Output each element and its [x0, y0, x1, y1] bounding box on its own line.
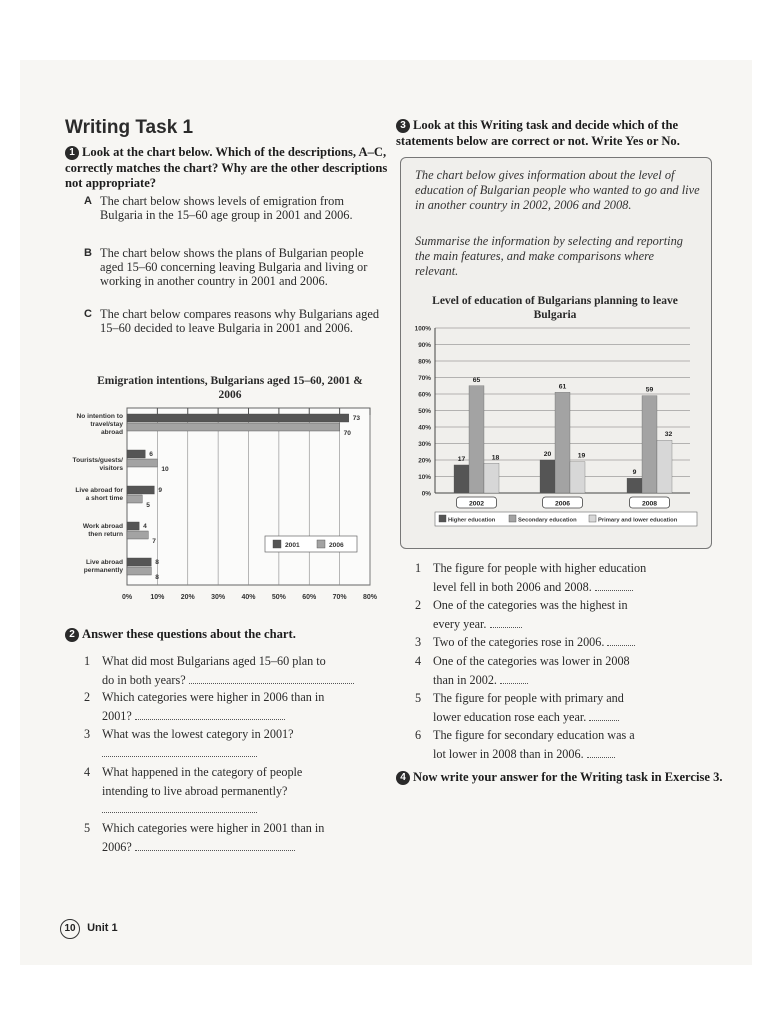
statement-item: 3 Two of the categories rose in 2006. — [415, 633, 715, 652]
bar — [127, 423, 340, 431]
legend-label: 2001 — [285, 542, 300, 549]
y-category-label: No intention to — [76, 413, 123, 420]
bar — [127, 414, 349, 422]
x-category-label: 2002 — [468, 500, 485, 508]
data-label: 19 — [577, 452, 586, 460]
footer — [60, 919, 118, 939]
y-category-label: a short time — [85, 495, 123, 502]
data-label: 9 — [632, 469, 637, 477]
bar — [540, 460, 555, 493]
answer-blank[interactable] — [500, 673, 528, 684]
question-4-heading — [396, 770, 726, 786]
option-a — [84, 194, 384, 222]
question-1-heading — [65, 145, 395, 192]
statement-item: 2 One of the categories was the highest in every year. — [415, 598, 628, 631]
option-c-letter: C — [84, 308, 92, 320]
option-b-letter: B — [84, 247, 92, 259]
education-chart-title: Level of education of Bulgarians planning to leave Bulgaria — [432, 295, 678, 321]
bar — [127, 531, 148, 539]
x-tick-label: 50% — [271, 594, 286, 601]
option-c — [84, 307, 384, 335]
data-label: 6 — [149, 451, 153, 458]
data-label: 7 — [152, 538, 156, 545]
y-category-label: abroad — [101, 429, 123, 436]
y-tick-label: 30% — [418, 441, 431, 448]
page-title: Writing Task 1 — [65, 117, 194, 138]
data-label: 65 — [472, 376, 481, 384]
statement-item: 6 The figure for secondary education was a lot lower in 2008 than in 2006. — [415, 728, 635, 761]
x-tick-label: 80% — [362, 594, 378, 601]
bar — [127, 567, 151, 575]
legend-swatch — [273, 540, 281, 548]
y-category-label: then return — [88, 531, 123, 538]
y-tick-label: 50% — [418, 408, 431, 415]
data-label: 10 — [161, 466, 169, 473]
question-3-heading — [396, 118, 726, 149]
y-tick-label: 80% — [418, 358, 431, 366]
bar — [469, 386, 484, 493]
data-label: 17 — [457, 455, 466, 463]
education-chart — [405, 320, 705, 535]
question-1-number-icon: 1 — [65, 146, 79, 160]
data-label: 70 — [343, 430, 351, 437]
question-3-number-icon: 3 — [396, 119, 410, 133]
answer-blank[interactable] — [135, 840, 295, 851]
option-b — [84, 246, 384, 288]
question-2-heading — [65, 627, 395, 643]
y-category-label: Live abroad for — [75, 487, 123, 494]
x-tick-label: 30% — [211, 594, 226, 601]
question-2-number-icon: 2 — [65, 628, 79, 642]
x-tick-label: 0% — [121, 594, 133, 601]
answer-blank[interactable] — [587, 747, 615, 758]
data-label: 8 — [155, 574, 159, 581]
legend-swatch — [589, 515, 596, 522]
question-3-text: Look at this Writing task and decide which of the statements below are correct or not. Write Yes or No. — [396, 118, 680, 148]
bar — [127, 450, 145, 458]
question-2-item: 1 What did most Bulgarians aged 15–60 plan to do in both years? — [84, 652, 384, 689]
y-category-label: travel/stay — [90, 421, 123, 428]
data-label: 73 — [352, 415, 361, 422]
answer-blank[interactable] — [607, 635, 635, 646]
y-tick-label: 70% — [418, 375, 431, 382]
y-tick-label: 0% — [421, 490, 431, 498]
data-label: 20 — [543, 451, 552, 458]
bar — [454, 465, 469, 493]
question-1-text: Look at the chart below. Which of the descriptions, A–C, correctly matches the chart? Why are the other descriptions not appropriate? — [65, 145, 388, 190]
bar — [642, 396, 657, 493]
bar — [127, 558, 151, 566]
y-tick-label: 60% — [418, 391, 431, 399]
bar — [127, 522, 139, 530]
emigration-chart-title: Emigration intentions, Bulgarians aged 15–60, 2001 & 2006 — [97, 375, 363, 401]
y-category-label: Live abroad — [85, 559, 123, 566]
legend-label: Secondary education — [518, 517, 577, 524]
option-a-letter: A — [84, 195, 92, 207]
y-tick-label: 40% — [418, 424, 431, 432]
bar — [657, 440, 672, 493]
y-tick-label: 10% — [418, 474, 431, 481]
unit-label: Unit 1 — [87, 922, 118, 934]
data-label: 59 — [645, 386, 654, 394]
x-category-label: 2008 — [641, 500, 658, 508]
option-a-text: The chart below shows levels of emigration from Bulgaria in the 15–60 age group in 2001 and 2006. — [100, 194, 353, 222]
data-label: 32 — [664, 431, 673, 439]
option-b-text: The chart below shows the plans of Bulgarian people aged 15–60 concerning leaving Bulgaria and living or working in another country in 2001 and 2006. — [100, 246, 368, 288]
answer-blank[interactable] — [102, 802, 257, 813]
y-category-label: Work abroad — [82, 523, 123, 530]
bar — [127, 495, 142, 503]
answer-blank[interactable] — [135, 709, 285, 720]
question-2-text: Answer these questions about the chart. — [82, 627, 296, 641]
data-label: 8 — [155, 559, 159, 566]
answer-blank[interactable] — [102, 746, 257, 757]
bar — [555, 392, 570, 493]
task-paragraph-1: The chart below gives information about the level of education of Bulgarian people who wanted to go and live in another country in 2002, 2006 and 2008. — [415, 168, 700, 212]
statement-item: 1 The figure for people with higher education level fell in both 2006 and 2008. — [415, 561, 647, 594]
bar — [570, 462, 585, 493]
x-tick-label: 10% — [150, 594, 165, 601]
y-tick-label: 20% — [418, 457, 431, 465]
x-tick-label: 60% — [302, 594, 317, 601]
legend-swatch — [509, 515, 516, 522]
bar — [127, 459, 157, 467]
bar — [627, 478, 642, 493]
question-4-text: Now write your answer for the Writing task in Exercise 3. — [413, 770, 723, 784]
answer-blank[interactable] — [595, 580, 633, 591]
x-tick-label: 70% — [332, 594, 347, 601]
x-tick-label: 20% — [180, 594, 195, 601]
y-category-label: visitors — [99, 465, 123, 472]
y-tick-label: 90% — [418, 342, 431, 349]
y-category-label: Tourists/guests/ — [72, 457, 123, 464]
legend-swatch — [317, 540, 325, 548]
bar — [127, 486, 154, 494]
legend-swatch — [439, 515, 446, 522]
emigration-chart — [60, 400, 390, 610]
question-2-item: 4 What happened in the category of people intending to live abroad permanently? — [84, 763, 384, 819]
answer-blank[interactable] — [490, 617, 522, 628]
data-label: 9 — [158, 487, 163, 494]
answer-blank[interactable] — [189, 673, 354, 684]
answer-blank[interactable] — [589, 710, 619, 721]
option-c-text: The chart below compares reasons why Bulgarians aged 15–60 decided to leave Bulgaria in 2001 and 2006. — [100, 307, 380, 335]
data-label: 5 — [146, 502, 150, 509]
legend-label: Higher education — [448, 517, 496, 524]
data-label: 61 — [558, 383, 567, 391]
legend-label: Primary and lower education — [598, 517, 678, 524]
page-number-badge: 10 — [60, 919, 80, 939]
statement-item: 4 One of the categories was lower in 2008 than in 2002. — [415, 654, 630, 687]
question-2-item: 2 Which categories were higher in 2006 than in 2001? — [84, 690, 325, 723]
question-4-number-icon: 4 — [396, 771, 410, 785]
legend-label: 2006 — [329, 542, 344, 549]
question-2-item: 3 What was the lowest category in 2001? — [84, 725, 384, 762]
data-label: 18 — [491, 454, 500, 462]
y-tick-label: 100% — [414, 325, 431, 333]
statement-item: 5 The figure for people with primary and lower education rose each year. — [415, 691, 624, 724]
question-2-item: 5 Which categories were higher in 2001 than in 2006? — [84, 821, 325, 854]
y-category-label: permanently — [83, 567, 123, 574]
data-label: 4 — [143, 523, 147, 530]
x-tick-label: 40% — [241, 594, 256, 601]
task-paragraph-2: Summarise the information by selecting and reporting the main features, and make comparisons where relevant. — [415, 234, 683, 278]
x-category-label: 2006 — [554, 500, 571, 508]
bar — [484, 463, 499, 493]
